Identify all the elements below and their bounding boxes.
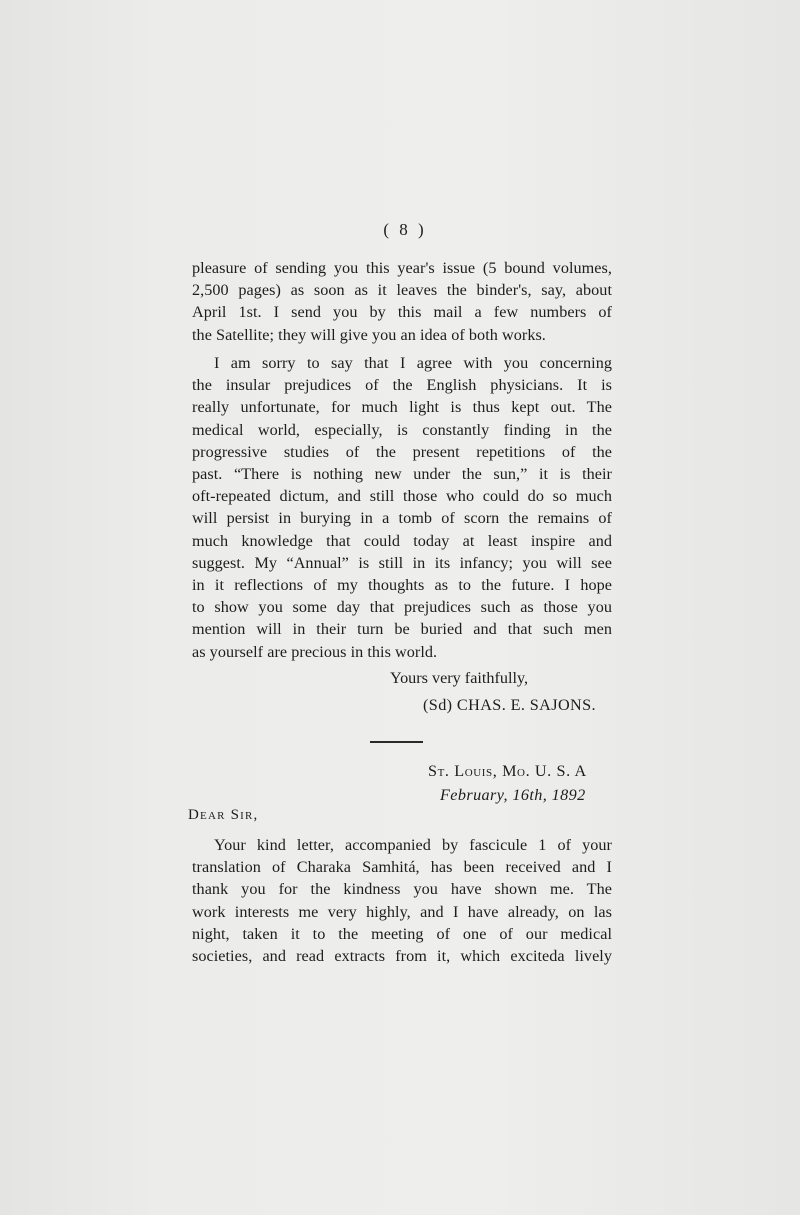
text-line: much knowledge that could today at least inspire and	[192, 531, 612, 550]
letter-signature: (Sd) CHAS. E. SAJONS.	[423, 696, 597, 714]
text-line: thank you for the kindness you have shown me. The	[192, 880, 612, 899]
text-line: oft-repeated dictum, and still those who could do so much	[192, 487, 612, 506]
text-line: 2,500 pages) as soon as it leaves the binder's, say, about	[192, 281, 612, 300]
text-line: work interests me very highly, and I have already, on las	[192, 902, 612, 921]
text-line: night, taken it to the meeting of one of our medical	[192, 924, 612, 943]
text-line: medical world, especially, is constantly finding in the	[192, 420, 612, 439]
paragraph-3	[192, 834, 612, 967]
letter-date: February, 16th, 1892	[440, 786, 586, 804]
letter-closing: Yours very faithfully,	[390, 669, 529, 687]
text-line: progressive studies of the present repetitions of the	[192, 442, 612, 461]
paragraph-1	[192, 257, 612, 346]
text-line: April 1st. I send you by this mail a few numbers of	[192, 303, 612, 322]
text-line: as yourself are precious in this world.	[192, 642, 438, 661]
text-line: Your kind letter, accompanied by fascicule 1 of your	[214, 836, 612, 854]
text-line: pleasure of sending you this year's issue (5 bound volumes,	[192, 259, 612, 277]
text-line: the Satellite; they will give you an idea of both works.	[192, 325, 546, 344]
text-line: will persist in burying in a tomb of scorn the remains of	[192, 509, 612, 528]
text-line: mention will in their turn be buried and that such men	[192, 620, 612, 639]
letter-place: St. Louis, Mo. U. S. A	[428, 762, 587, 780]
text-line: suggest. My “Annual” is still in its infancy; you will see	[192, 553, 612, 572]
page-number: ( 8 )	[383, 220, 427, 239]
text-line: in it reflections of my thoughts as to the future. I hope	[192, 576, 612, 595]
text-line: translation of Charaka Samhitá, has been received and I	[192, 858, 612, 877]
text-line: to show you some day that prejudices such as those you	[192, 598, 612, 617]
text-line: I am sorry to say that I agree with you concerning	[214, 354, 612, 372]
text-line: societies, and read extracts from it, which exciteda lively	[192, 947, 612, 966]
text-line: the insular prejudices of the English physicians. It is	[192, 376, 612, 395]
paragraph-2	[192, 352, 612, 663]
text-line: past. “There is nothing new under the sun,” it is their	[192, 465, 612, 484]
text-line: really unfortunate, for much light is thus kept out. The	[192, 398, 612, 417]
letter-salutation: Dear Sir,	[188, 807, 259, 823]
section-divider	[370, 741, 423, 743]
